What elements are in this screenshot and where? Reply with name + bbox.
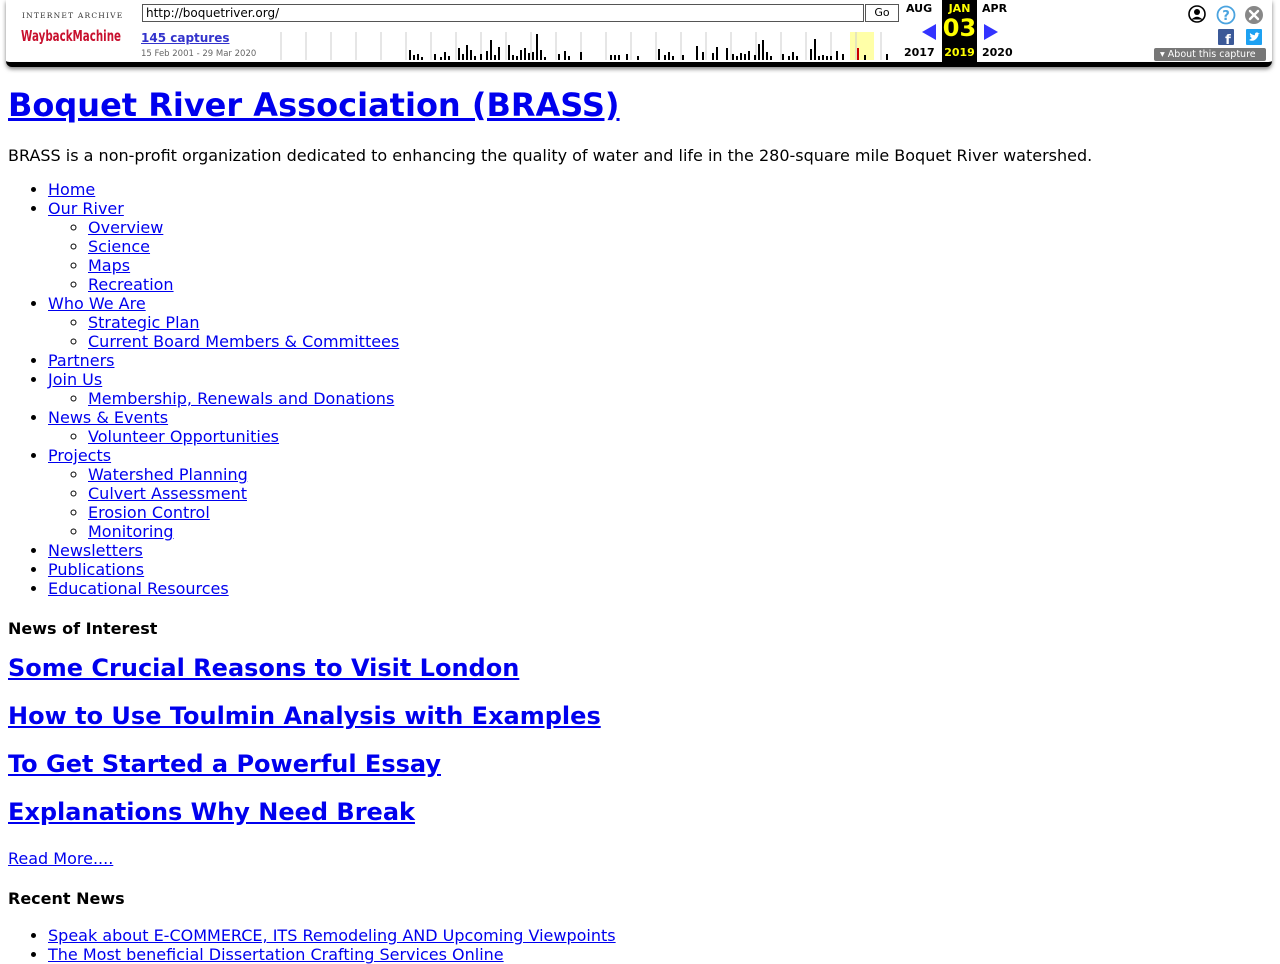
- wayback-logo[interactable]: [20, 9, 124, 49]
- current-month: JAN: [948, 2, 971, 15]
- nav-link[interactable]: Home: [48, 180, 96, 199]
- news-article-link[interactable]: How to Use Toulmin Analysis with Examples: [8, 702, 601, 730]
- next-capture-arrow-icon[interactable]: [984, 24, 998, 40]
- subnav-link[interactable]: Erosion Control: [88, 503, 210, 522]
- nav-link[interactable]: Join Us: [48, 370, 103, 389]
- subnav-item: [88, 389, 1272, 408]
- nav-link[interactable]: Newsletters: [48, 541, 143, 560]
- news-article-link[interactable]: Some Crucial Reasons to Visit London: [8, 654, 520, 682]
- read-more: [8, 849, 1272, 868]
- subnav-link[interactable]: Strategic Plan: [88, 313, 200, 332]
- logo-main-text: WaybackMachine: [21, 27, 121, 45]
- close-icon[interactable]: [1244, 5, 1264, 25]
- subnav: [48, 389, 1272, 408]
- nav-item-projects: [48, 446, 1272, 541]
- nav-link[interactable]: News & Events: [48, 408, 169, 427]
- site-description: BRASS is a non-profit organization dedicated to enhancing the quality of water and life in the 280-square mile Boquet River watershed.: [8, 146, 1093, 165]
- subnav-item: [88, 237, 1272, 256]
- nav-link[interactable]: Publications: [48, 560, 145, 579]
- next-month[interactable]: APR: [982, 2, 1008, 15]
- subnav: [48, 465, 1272, 541]
- subnav-link[interactable]: Recreation: [88, 275, 174, 294]
- recent-news-link[interactable]: The Most beneficial Dissertation Crafting Services Online: [48, 945, 504, 964]
- subnav: [48, 218, 1272, 294]
- nav-item-educational-resources: [48, 579, 1272, 598]
- recent-news-link[interactable]: Speak about E-COMMERCE, ITS Remodeling AND Upcoming Viewpoints: [48, 926, 616, 945]
- nav-item-partners: [48, 351, 1272, 370]
- news-article: [8, 653, 1272, 683]
- about-capture-label: About this capture: [1167, 49, 1256, 60]
- nav-link[interactable]: Partners: [48, 351, 115, 370]
- nav-item-news-events: [48, 408, 1272, 446]
- current-capture-date: [942, 0, 977, 62]
- list-item: [48, 926, 1272, 945]
- prev-month[interactable]: AUG: [906, 2, 933, 15]
- url-input[interactable]: http://boquetriver.org/: [142, 4, 864, 22]
- subnav-link[interactable]: Monitoring: [88, 522, 174, 541]
- nav-item-publications: [48, 560, 1272, 579]
- news-article: [8, 701, 1272, 731]
- subnav-item: [88, 484, 1272, 503]
- subnav-item: [88, 503, 1272, 522]
- subnav-link[interactable]: Volunteer Opportunities: [88, 427, 280, 446]
- news-article: [8, 797, 1272, 827]
- nav-item-home: [48, 180, 1272, 199]
- svg-text:?: ?: [1222, 9, 1230, 24]
- subnav-item: [88, 275, 1272, 294]
- subnav-item: [88, 522, 1272, 541]
- capture-range: 15 Feb 2001 - 29 Mar 2020: [141, 49, 257, 59]
- nav-item-newsletters: [48, 541, 1272, 560]
- page-content: [8, 84, 1272, 964]
- current-day: 03: [942, 14, 977, 42]
- subnav-item: [88, 427, 1272, 446]
- read-more-link[interactable]: Read More....: [8, 849, 114, 868]
- svg-text:f: f: [1225, 33, 1231, 48]
- current-year: 2019: [944, 46, 975, 59]
- site-title: [8, 84, 1272, 126]
- subnav-item: [88, 465, 1272, 484]
- nav-item-our-river: [48, 199, 1272, 294]
- news-of-interest-heading: News of Interest: [8, 619, 158, 638]
- recent-news-heading: Recent News: [8, 889, 125, 908]
- subnav-item: [88, 256, 1272, 275]
- subnav-link[interactable]: Overview: [88, 218, 164, 237]
- subnav-item: [88, 332, 1272, 351]
- wayback-logo-wordmark: [20, 21, 124, 47]
- next-year[interactable]: 2020: [982, 46, 1013, 59]
- nav-link[interactable]: Our River: [48, 199, 124, 218]
- subnav-link[interactable]: Maps: [88, 256, 131, 275]
- nav-link[interactable]: Projects: [48, 446, 112, 465]
- news-article-link[interactable]: Explanations Why Need Break: [8, 798, 415, 826]
- main-nav: [8, 180, 1272, 598]
- nav-link[interactable]: Who We Are: [48, 294, 146, 313]
- site-title-link[interactable]: Boquet River Association (BRASS): [8, 86, 620, 124]
- subnav-item: [88, 218, 1272, 237]
- subnav-link[interactable]: Watershed Planning: [88, 465, 248, 484]
- caret-down-icon: ▾: [1160, 49, 1168, 60]
- subnav-link[interactable]: Current Board Members & Committees: [88, 332, 400, 351]
- facebook-icon[interactable]: [1218, 29, 1234, 48]
- nav-item-join-us: [48, 370, 1272, 408]
- subnav-item: [88, 313, 1272, 332]
- news-article-link[interactable]: To Get Started a Powerful Essay: [8, 750, 441, 778]
- subnav: [48, 313, 1272, 351]
- nav-link[interactable]: Educational Resources: [48, 579, 229, 598]
- subnav: [48, 427, 1272, 446]
- recent-news-list: [8, 926, 1272, 964]
- twitter-icon[interactable]: [1246, 29, 1262, 45]
- prev-year[interactable]: 2017: [904, 46, 935, 59]
- about-capture-button[interactable]: [1154, 48, 1266, 61]
- logo-top-text: INTERNET ARCHIVE: [22, 11, 124, 20]
- news-article: [8, 749, 1272, 779]
- captures-link[interactable]: 145 captures: [141, 31, 230, 45]
- help-icon[interactable]: [1216, 5, 1236, 25]
- subnav-link[interactable]: Culvert Assessment: [88, 484, 247, 503]
- list-item: [48, 945, 1272, 964]
- wayback-toolbar: [6, 0, 1272, 67]
- prev-capture-arrow-icon[interactable]: [922, 24, 936, 40]
- go-button[interactable]: Go: [865, 4, 899, 22]
- subnav-link[interactable]: Science: [88, 237, 151, 256]
- capture-sparkline[interactable]: [274, 32, 900, 60]
- nav-item-who-we-are: [48, 294, 1272, 351]
- subnav-link[interactable]: Membership, Renewals and Donations: [88, 389, 395, 408]
- sparkline-selected-year: [850, 32, 874, 60]
- user-icon[interactable]: [1188, 5, 1206, 23]
